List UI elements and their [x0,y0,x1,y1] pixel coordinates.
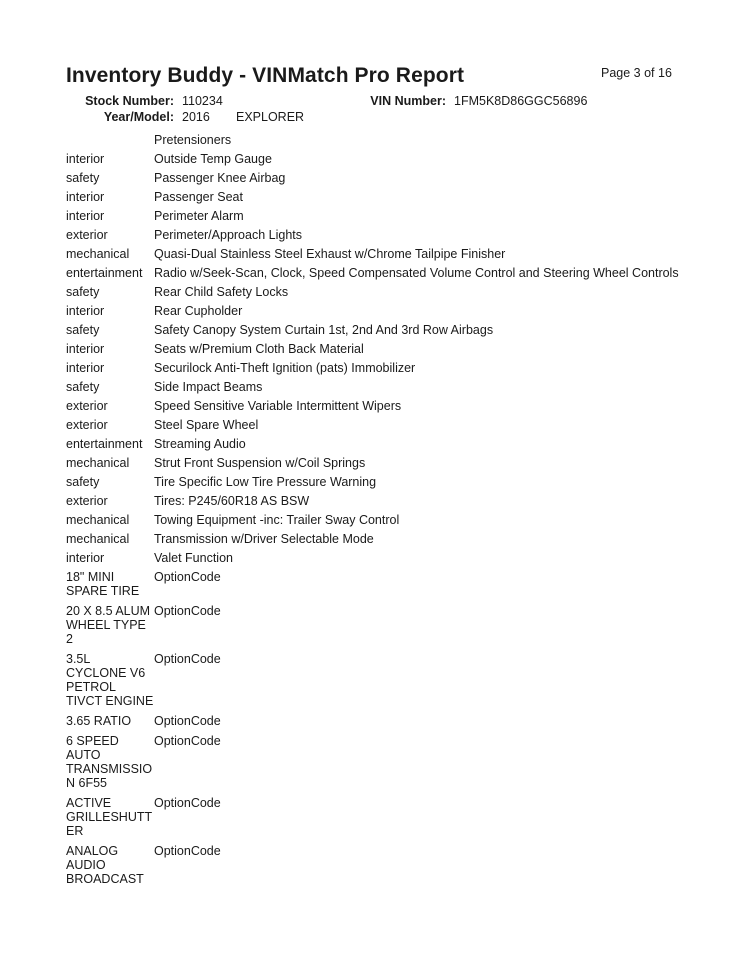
equipment-category: exterior [66,399,108,413]
equipment-category: mechanical [66,247,130,261]
option-name: 3.5L CYCLONE V6 PETROL TIVCT ENGINE [66,652,154,708]
option-row [66,731,726,793]
equipment-row [66,453,726,472]
equipment-category: exterior [66,228,108,242]
equipment-row [66,415,726,434]
equipment-category: safety [66,475,100,489]
equipment-row [66,396,726,415]
option-code: OptionCode [154,714,221,728]
equipment-row [66,244,726,263]
equipment-row [66,263,726,282]
equipment-description: Quasi-Dual Stainless Steel Exhaust w/Chrome Tailpipe Finisher [154,247,506,261]
equipment-row [66,320,726,339]
equipment-row [66,206,726,225]
option-code: OptionCode [154,844,221,858]
equipment-category: exterior [66,418,108,432]
equipment-description: Speed Sensitive Variable Intermittent Wipers [154,399,402,413]
equipment-description: Rear Cupholder [154,304,243,318]
vin-number-value: 1FM5K8D86GGC56896 [454,94,588,108]
equipment-category: interior [66,342,105,356]
option-row [66,567,726,601]
equipment-row [66,187,726,206]
equipment-category: interior [66,190,105,204]
year-value: 2016 [182,110,210,124]
option-code: OptionCode [154,734,221,748]
equipment-category: interior [66,152,105,166]
equipment-description: Seats w/Premium Cloth Back Material [154,342,364,356]
vin-number-label: VIN Number: [370,94,446,108]
equipment-row [66,339,726,358]
equipment-description: Streaming Audio [154,437,246,451]
equipment-description: Tires: P245/60R18 AS BSW [154,494,310,508]
equipment-row [66,491,726,510]
equipment-description: Outside Temp Gauge [154,152,272,166]
equipment-category: interior [66,304,105,318]
model-value: EXPLORER [236,110,305,124]
equipment-row [66,225,726,244]
stock-number-label: Stock Number: [85,94,174,108]
option-code: OptionCode [154,652,221,666]
equipment-category: safety [66,171,100,185]
option-row [66,793,726,841]
equipment-description: Valet Function [154,551,233,565]
equipment-description: Strut Front Suspension w/Coil Springs [154,456,366,470]
report-title: Inventory Buddy - VINMatch Pro Report [66,64,465,87]
equipment-category: entertainment [66,437,143,451]
equipment-row [66,168,726,187]
equipment-category: mechanical [66,532,130,546]
equipment-description: Transmission w/Driver Selectable Mode [154,532,374,546]
equipment-row [66,149,726,168]
option-name: 6 SPEED AUTO TRANSMISSIO N 6F55 [66,734,153,790]
equipment-description: Side Impact Beams [154,380,263,394]
equipment-description: Towing Equipment -inc: Trailer Sway Control [154,513,400,527]
equipment-description: Rear Child Safety Locks [154,285,289,299]
option-code: OptionCode [154,604,221,618]
option-code: OptionCode [154,796,221,810]
equipment-category: mechanical [66,513,130,527]
equipment-category: mechanical [66,456,130,470]
option-row [66,601,726,649]
equipment-category: safety [66,285,100,299]
equipment-row [66,377,726,396]
equipment-row [66,358,726,377]
equipment-row [66,472,726,491]
option-name: 20 X 8.5 ALUM WHEEL TYPE 2 [66,604,151,646]
equipment-row [66,301,726,320]
equipment-row [66,434,726,453]
equipment-row [66,548,726,567]
equipment-description: Pretensioners [154,133,232,147]
equipment-row [66,510,726,529]
page-number: Page 3 of 16 [601,66,672,80]
equipment-category: safety [66,323,100,337]
equipment-category: entertainment [66,266,143,280]
option-code: OptionCode [154,570,221,584]
equipment-description: Tire Specific Low Tire Pressure Warning [154,475,377,489]
option-row [66,841,726,889]
equipment-description: Steel Spare Wheel [154,418,259,432]
equipment-description: Safety Canopy System Curtain 1st, 2nd And 3rd Row Airbags [154,323,494,337]
equipment-category: interior [66,361,105,375]
equipment-category: interior [66,551,105,565]
equipment-description: Perimeter Alarm [154,209,244,223]
equipment-row [66,529,726,548]
stock-number-value: 110234 [182,94,223,108]
equipment-description: Passenger Seat [154,190,243,204]
equipment-description: Radio w/Seek-Scan, Clock, Speed Compensated Volume Control and Steering Wheel Controls [154,266,679,280]
option-name: ANALOG AUDIO BROADCAST [66,844,144,886]
equipment-row [66,130,726,149]
equipment-row [66,282,726,301]
equipment-category [66,133,154,149]
option-row [66,649,726,711]
equipment-description: Securilock Anti-Theft Ignition (pats) Immobilizer [154,361,416,375]
equipment-description: Passenger Knee Airbag [154,171,286,185]
equipment-category: interior [66,209,105,223]
option-name: 18" MINI SPARE TIRE [66,570,140,598]
equipment-category: safety [66,380,100,394]
equipment-description: Perimeter/Approach Lights [154,228,302,242]
equipment-category: exterior [66,494,108,508]
equipment-list [66,130,726,889]
option-row [66,711,726,731]
year-model-label: Year/Model: [103,110,174,124]
option-name: ACTIVE GRILLESHUTT ER [66,796,153,838]
option-name: 3.65 RATIO [66,714,132,728]
